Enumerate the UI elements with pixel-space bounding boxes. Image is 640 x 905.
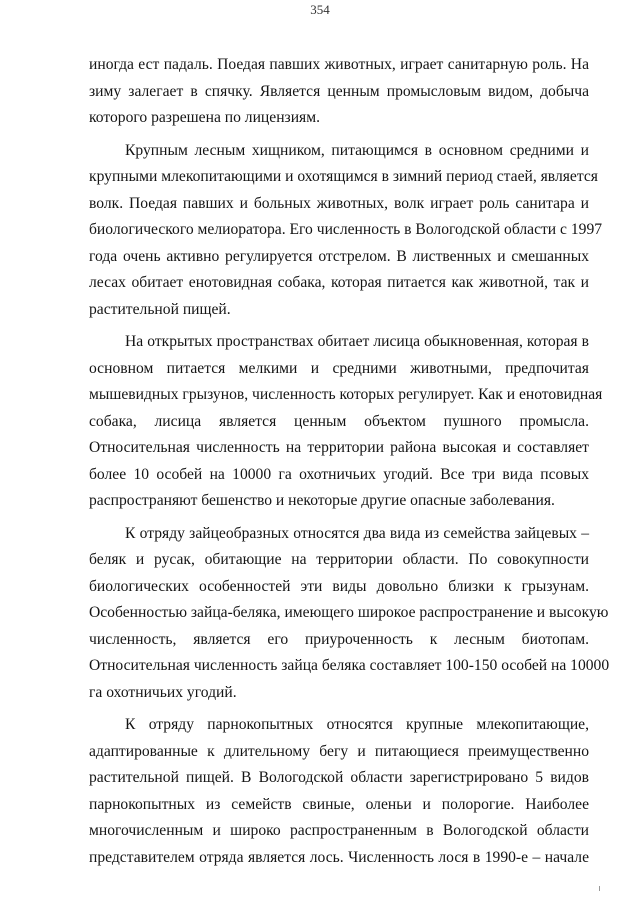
text-line: Относительная численность на территории района высокая и составляет (89, 439, 589, 456)
text-line: волк. Поедая павших и больных животных, волк играет роль санитара и (89, 194, 589, 212)
text-line: биологических особенностей эти виды довольно близки к грызунам. (89, 577, 589, 595)
text-line: года очень активно регулируется отстрелом. В лиственных и смешанных (89, 247, 589, 265)
text-line: Относительная численность зайца беляка составляет 100-150 особей на 10000 (89, 657, 610, 674)
paragraph (89, 52, 589, 132)
text-line: растительной пищей. (89, 300, 231, 318)
text-line: На открытых пространствах обитает лисица обыкновенная, которая в (125, 333, 589, 350)
text-line: крупными млекопитающими и охотящимся в зимний период стаей, является (89, 168, 598, 185)
text-line: лесах обитает енотовидная собака, которая питается как животной, так и (89, 274, 589, 291)
text-line: парнокопытных из семейств свиные, оленьи и полорогие. Наиболее (89, 795, 589, 813)
text-line: собака, лисица является ценным объектом пушного промысла. (89, 412, 589, 430)
text-line: зиму залегает в спячку. Является ценным промысловым видом, добыча (89, 82, 589, 100)
paragraph (89, 712, 589, 871)
text-line: распространяют бешенство и некоторые другие опасные заболевания. (89, 492, 555, 509)
paragraph (89, 329, 603, 515)
text-line: которого разрешена по лицензиям. (89, 109, 320, 126)
text-line: иногда ест падаль. Поедая павших животных, играет санитарную роль. На (89, 56, 589, 73)
text-line: К отряду зайцеобразных относятся два вида из семейства зайцевых – (125, 524, 589, 542)
text-line: К отряду парнокопытных относятся крупные млекопитающие, (125, 716, 589, 733)
scan-artifact (599, 886, 600, 891)
page-number: 354 (310, 2, 330, 17)
text-line: биологического мелиоратора. Его численность в Вологодской области с 1997 (89, 221, 603, 238)
text-line: га охотничьих угодий. (89, 683, 237, 701)
text-line: беляк и русак, обитающие на территории области. По совокупности (89, 551, 589, 568)
text-line: Крупным лесным хищником, питающимся в основном средними и (125, 141, 589, 159)
text-line: представителем отряда является лось. Численность лося в 1990-е – начале (89, 848, 589, 866)
paragraph (89, 521, 610, 707)
body-text (89, 52, 610, 871)
text-line: более 10 особей на 10000 га охотничьих угодий. Все три вида псовых (89, 465, 589, 483)
text-line: численность, является его приуроченность к лесным биотопам. (89, 630, 589, 648)
text-line: основном питается мелкими и средними животными, предпочитая (89, 359, 589, 377)
text-line: адаптированные к длительному бегу и питающиеся преимущественно (89, 742, 589, 760)
text-line: растительной пищей. В Вологодской области зарегистрировано 5 видов (89, 769, 589, 786)
paragraph (89, 138, 603, 324)
text-line: Особенностью зайца-беляка, имеющего широкое распространение и высокую (89, 604, 609, 621)
text-line: мышевидных грызунов, численность которых регулирует. Как и енотовидная (89, 386, 603, 403)
text-line: многочисленным и широко распространенным в Вологодской области (89, 822, 589, 839)
